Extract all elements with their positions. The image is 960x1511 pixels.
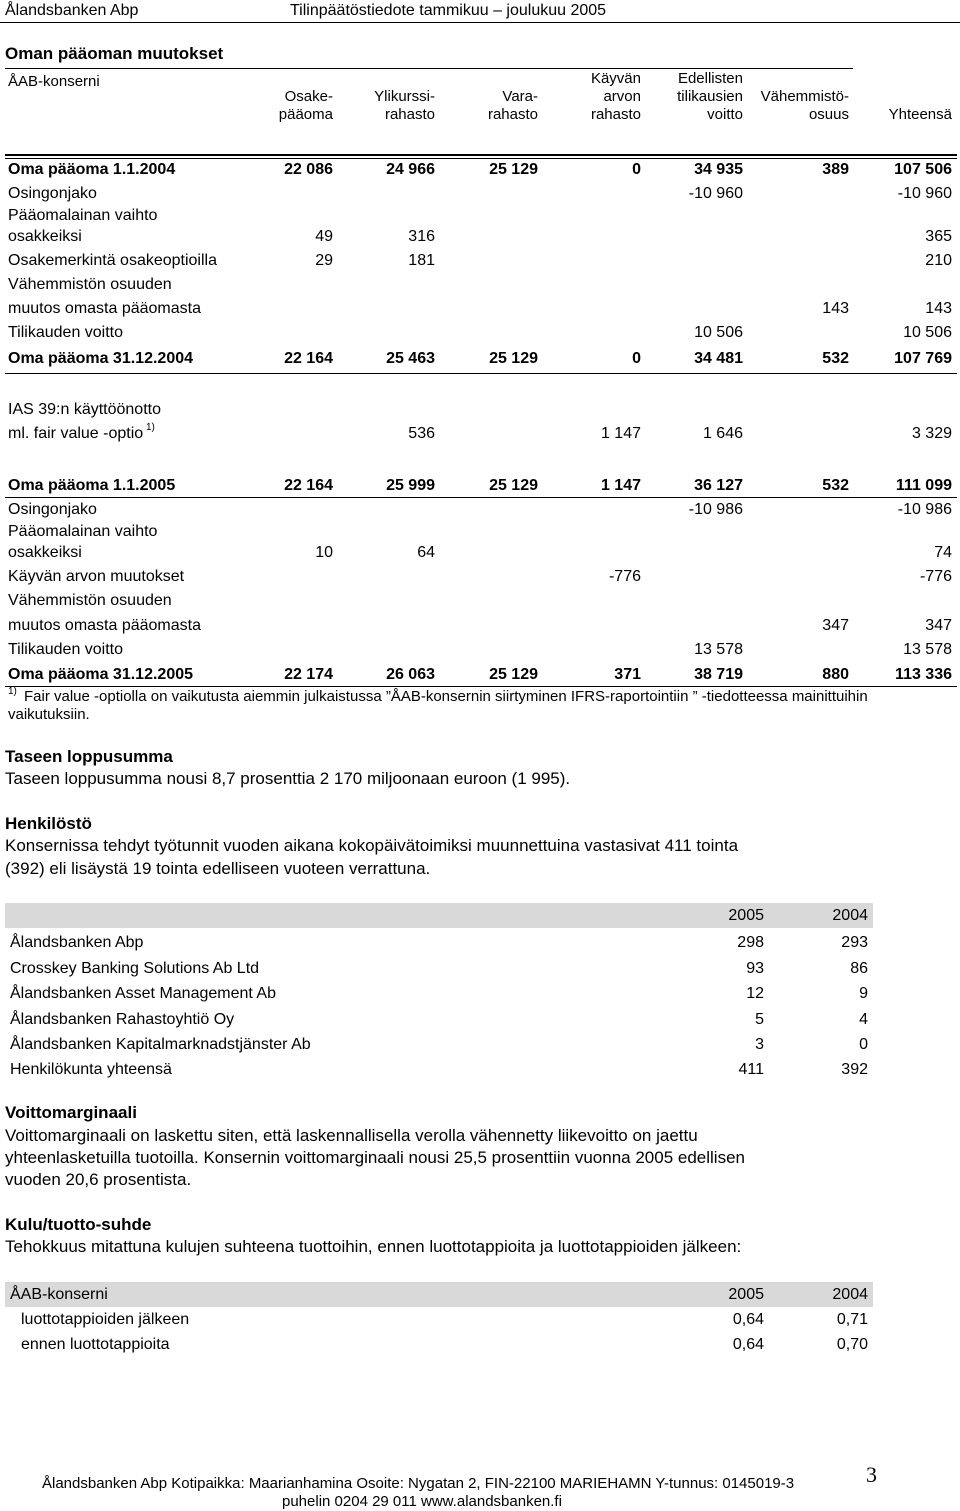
- equity-row-label: Vähemmistön osuuden: [8, 592, 172, 609]
- equity-row-rule: [5, 686, 957, 687]
- equity-column-header-line: arvon: [603, 88, 641, 105]
- staff-text-line1: Konsernissa tehdyt työtunnit vuoden aikana kokopäivätoimiksi muunnettuina vastasivat 411 tointa: [5, 836, 739, 855]
- equity-column-header: [633, 70, 743, 124]
- equity-row-label: Pääomalainan vaihto: [8, 523, 158, 540]
- equity-column-header: [531, 70, 641, 124]
- staff-title: Henkilöstö: [5, 814, 92, 833]
- equity-row-label: Oma pääoma 1.1.2004: [8, 161, 176, 178]
- staff-row-label: Henkilökunta yhteensä: [10, 1061, 172, 1078]
- staff-row-label: Ålandsbanken Asset Management Ab: [10, 985, 276, 1002]
- equity-cell: 107 506: [894, 161, 952, 178]
- staff-text-line2: (392) eli lisäystä 19 tointa edelliseen vuoteen verrattuna.: [5, 859, 431, 878]
- equity-cell: 10 506: [903, 324, 952, 341]
- header-company: Ålandsbanken Abp: [5, 2, 139, 19]
- ratio-row-label: ennen luottotappioita: [21, 1336, 170, 1353]
- equity-cell: 10: [315, 544, 333, 561]
- equity-row-label: Osingonjako: [8, 501, 97, 518]
- equity-cell: 1 646: [702, 425, 743, 442]
- equity-column-header: [739, 88, 849, 124]
- ratio-group-label: ÅAB-konserni: [10, 1286, 108, 1303]
- staff-cell-2004: 86: [850, 960, 868, 977]
- ratio-cell-2005: 0,64: [732, 1311, 764, 1328]
- equity-cell: 143: [822, 300, 849, 317]
- equity-cell: 22 174: [284, 666, 333, 683]
- equity-column-header-line: Osake-: [284, 88, 333, 105]
- staff-header-2005: 2005: [728, 907, 764, 924]
- equity-row-label: Oma pääoma 31.12.2005: [8, 666, 194, 683]
- equity-column-header-line: Vara-: [502, 88, 538, 105]
- equity-cell: 107 769: [894, 350, 952, 367]
- staff-cell-2005: 3: [755, 1036, 764, 1053]
- equity-cell: 13 578: [694, 641, 743, 658]
- margin-text-line2: yhteenlasketuilla tuotoilla. Konsernin voittomarginaali nousi 25,5 prosenttiin vuonna 2005 edellisen: [5, 1148, 745, 1167]
- footnote-marker: 1): [8, 686, 17, 697]
- equity-cell: -10 986: [688, 501, 743, 518]
- footer-address: Ålandsbanken Abp Kotipaikka: Maarianhamina Osoite: Nygatan 2, FIN-22100 MARIEHAMN Y-tunnus: 0145019-3: [42, 1475, 795, 1492]
- staff-row-label: Ålandsbanken Kapitalmarknadstjänster Ab: [10, 1036, 311, 1053]
- equity-cell: 181: [408, 252, 435, 269]
- equity-cell: 38 719: [694, 666, 743, 683]
- equity-cell: 49: [315, 228, 333, 245]
- equity-row-label: osakkeiksi: [8, 544, 82, 561]
- equity-cell: 25 129: [489, 666, 538, 683]
- staff-cell-2004: 0: [859, 1036, 868, 1053]
- equity-cell: 34 935: [694, 161, 743, 178]
- equity-cell: 22 086: [284, 161, 333, 178]
- equity-column-header: [223, 88, 333, 124]
- equity-cell: 25 463: [386, 350, 435, 367]
- equity-cell: 389: [822, 161, 849, 178]
- equity-cell: 36 127: [694, 477, 743, 494]
- equity-title: Oman pääoman muutokset: [5, 44, 224, 63]
- equity-cell: 24 966: [386, 161, 435, 178]
- equity-column-header-line: rahasto: [384, 106, 435, 123]
- equity-cell: 111 099: [895, 477, 952, 494]
- equity-cell: 10 506: [694, 324, 743, 341]
- equity-row-label: Oma pääoma 1.1.2005: [8, 477, 176, 494]
- equity-cell: 0: [632, 350, 641, 367]
- staff-cell-2005: 12: [746, 985, 764, 1002]
- margin-text-line3: vuoden 20,6 prosentista.: [5, 1170, 192, 1189]
- staff-cell-2005: 93: [746, 960, 764, 977]
- equity-cell: 1 147: [600, 477, 641, 494]
- staff-cell-2004: 392: [841, 1061, 868, 1078]
- equity-row-label: Vähemmistön osuuden: [8, 276, 172, 293]
- equity-cell: 22 164: [284, 477, 333, 494]
- equity-row-label: Oma pääoma 31.12.2004: [8, 350, 194, 367]
- ratio-cell-2004: 0,70: [836, 1336, 868, 1353]
- ratio-title: Kulu/tuotto-suhde: [5, 1215, 152, 1234]
- equity-cell: 25 129: [489, 477, 538, 494]
- equity-cell: 316: [408, 228, 435, 245]
- equity-cell: 0: [632, 161, 641, 178]
- staff-header-2004: 2004: [832, 907, 868, 924]
- equity-cell: 371: [614, 666, 641, 683]
- equity-row-rule: [5, 497, 957, 498]
- equity-cell: -10 960: [897, 185, 952, 202]
- equity-cell: 64: [417, 544, 435, 561]
- balance-title: Taseen loppusumma: [5, 747, 173, 766]
- equity-row-label: IAS 39:n käyttöönotto: [8, 401, 161, 418]
- staff-cell-2005: 411: [738, 1061, 764, 1078]
- staff-cell-2004: 4: [859, 1011, 868, 1028]
- equity-row-label: Käyvän arvon muutokset: [8, 568, 185, 585]
- equity-column-header-line: rahasto: [590, 106, 641, 123]
- equity-cell: 880: [822, 666, 849, 683]
- equity-top-rule: [5, 68, 853, 69]
- equity-group-label: ÅAB-konserni: [8, 73, 100, 90]
- staff-cell-2005: 298: [737, 934, 764, 951]
- equity-row-label: ml. fair value -optio $^{1)}$: [8, 422, 155, 442]
- ratio-header-2004: 2004: [832, 1286, 868, 1303]
- equity-cell: 3 329: [911, 425, 952, 442]
- equity-cell: 536: [408, 425, 435, 442]
- equity-row-label: muutos omasta pääomasta: [8, 300, 201, 317]
- header-rule: [0, 22, 960, 23]
- equity-column-header-line: osuus: [808, 106, 849, 123]
- equity-row-label: Osakemerkintä osakeoptioilla: [8, 252, 217, 269]
- equity-row-rule: [5, 158, 957, 159]
- equity-column-header-line: Yhteensä: [888, 106, 952, 123]
- equity-cell: 25 129: [489, 161, 538, 178]
- equity-column-header-line: rahasto: [487, 106, 538, 123]
- margin-text-line1: Voittomarginaali on laskettu siten, että laskennallisella verolla vähennetty liikevoitto on jaettu: [5, 1126, 698, 1145]
- ratio-text: Tehokkuus mitattuna kulujen suhteena tuottoihin, ennen luottotappioita ja luottotappioiden jälkeen:: [5, 1237, 742, 1256]
- equity-cell: 143: [925, 300, 952, 317]
- ratio-row-label: luottotappioiden jälkeen: [21, 1311, 190, 1328]
- equity-row-label: osakkeiksi: [8, 228, 82, 245]
- equity-cell: 347: [822, 617, 849, 634]
- equity-cell: 25 129: [489, 350, 538, 367]
- equity-row-label: Tilikauden voitto: [8, 324, 124, 341]
- balance-text: Taseen loppusumma nousi 8,7 prosenttia 2 170 miljoonaan euroon (1 995).: [5, 769, 571, 788]
- staff-row-label: Ålandsbanken Rahastoyhtiö Oy: [10, 1011, 235, 1028]
- equity-row-rule: [5, 373, 957, 374]
- equity-cell: 25 999: [386, 477, 435, 494]
- equity-cell: 210: [925, 252, 952, 269]
- page-number: 3: [866, 1462, 877, 1487]
- equity-row-label: muutos omasta pääomasta: [8, 617, 201, 634]
- footnote-ref: 1): [143, 422, 155, 433]
- equity-cell: 532: [822, 477, 849, 494]
- equity-cell: 22 164: [284, 350, 333, 367]
- ratio-cell-2004: 0,71: [836, 1311, 868, 1328]
- equity-row-label: Tilikauden voitto: [8, 641, 124, 658]
- equity-header-rule: [5, 154, 957, 156]
- equity-cell: 347: [925, 617, 952, 634]
- equity-cell: 532: [822, 350, 849, 367]
- equity-column-header: [325, 88, 435, 124]
- equity-column-header-line: Vähemmistö-: [760, 88, 849, 105]
- equity-cell: 113 336: [895, 666, 952, 683]
- footer-contact: puhelin 0204 29 011 www.alandsbanken.fi: [282, 1493, 562, 1510]
- equity-column-header-line: Käyvän: [590, 70, 641, 87]
- equity-row-label: Pääomalainan vaihto: [8, 207, 158, 224]
- staff-row-label: Ålandsbanken Abp: [10, 934, 144, 951]
- equity-cell: -10 960: [688, 185, 743, 202]
- header-report-title: Tilinpäätöstiedote tammikuu – joulukuu 2005: [290, 2, 607, 19]
- equity-cell: 13 578: [903, 641, 952, 658]
- equity-column-header: [428, 88, 538, 124]
- ratio-header-2005: 2005: [728, 1286, 764, 1303]
- equity-column-header-line: tilikausien: [677, 88, 743, 105]
- equity-cell: 29: [315, 252, 333, 269]
- equity-column-header-line: Edellisten: [677, 70, 743, 87]
- equity-cell: 34 481: [694, 350, 743, 367]
- equity-column-header-line: voitto: [707, 106, 743, 123]
- equity-cell: 74: [934, 544, 952, 561]
- equity-column-header: [842, 106, 952, 124]
- ratio-cell-2005: 0,64: [732, 1336, 764, 1353]
- staff-cell-2005: 5: [755, 1011, 764, 1028]
- footnote-text: Fair value -optiolla on vaikutusta aiemmin julkaistussa ”ÅAB-konsernin siirtyminen IFRS-raportointiin ” -tiedotteessa mainittuihin: [24, 688, 868, 705]
- equity-cell: 365: [925, 228, 952, 245]
- equity-row-label: Osingonjako: [8, 185, 97, 202]
- equity-column-header-line: pääoma: [278, 106, 333, 123]
- equity-cell: -776: [608, 568, 641, 585]
- equity-cell: -10 986: [897, 501, 952, 518]
- equity-cell: -776: [919, 568, 952, 585]
- margin-title: Voittomarginaali: [5, 1103, 137, 1122]
- staff-cell-2004: 9: [859, 985, 868, 1002]
- staff-row-label: Crosskey Banking Solutions Ab Ltd: [10, 960, 260, 977]
- equity-cell: 1 147: [600, 425, 641, 442]
- footnote-text-cont: vaikutuksiin.: [8, 706, 90, 723]
- equity-column-header-line: Ylikurssi-: [374, 88, 435, 105]
- equity-cell: 26 063: [386, 666, 435, 683]
- staff-cell-2004: 293: [841, 934, 868, 951]
